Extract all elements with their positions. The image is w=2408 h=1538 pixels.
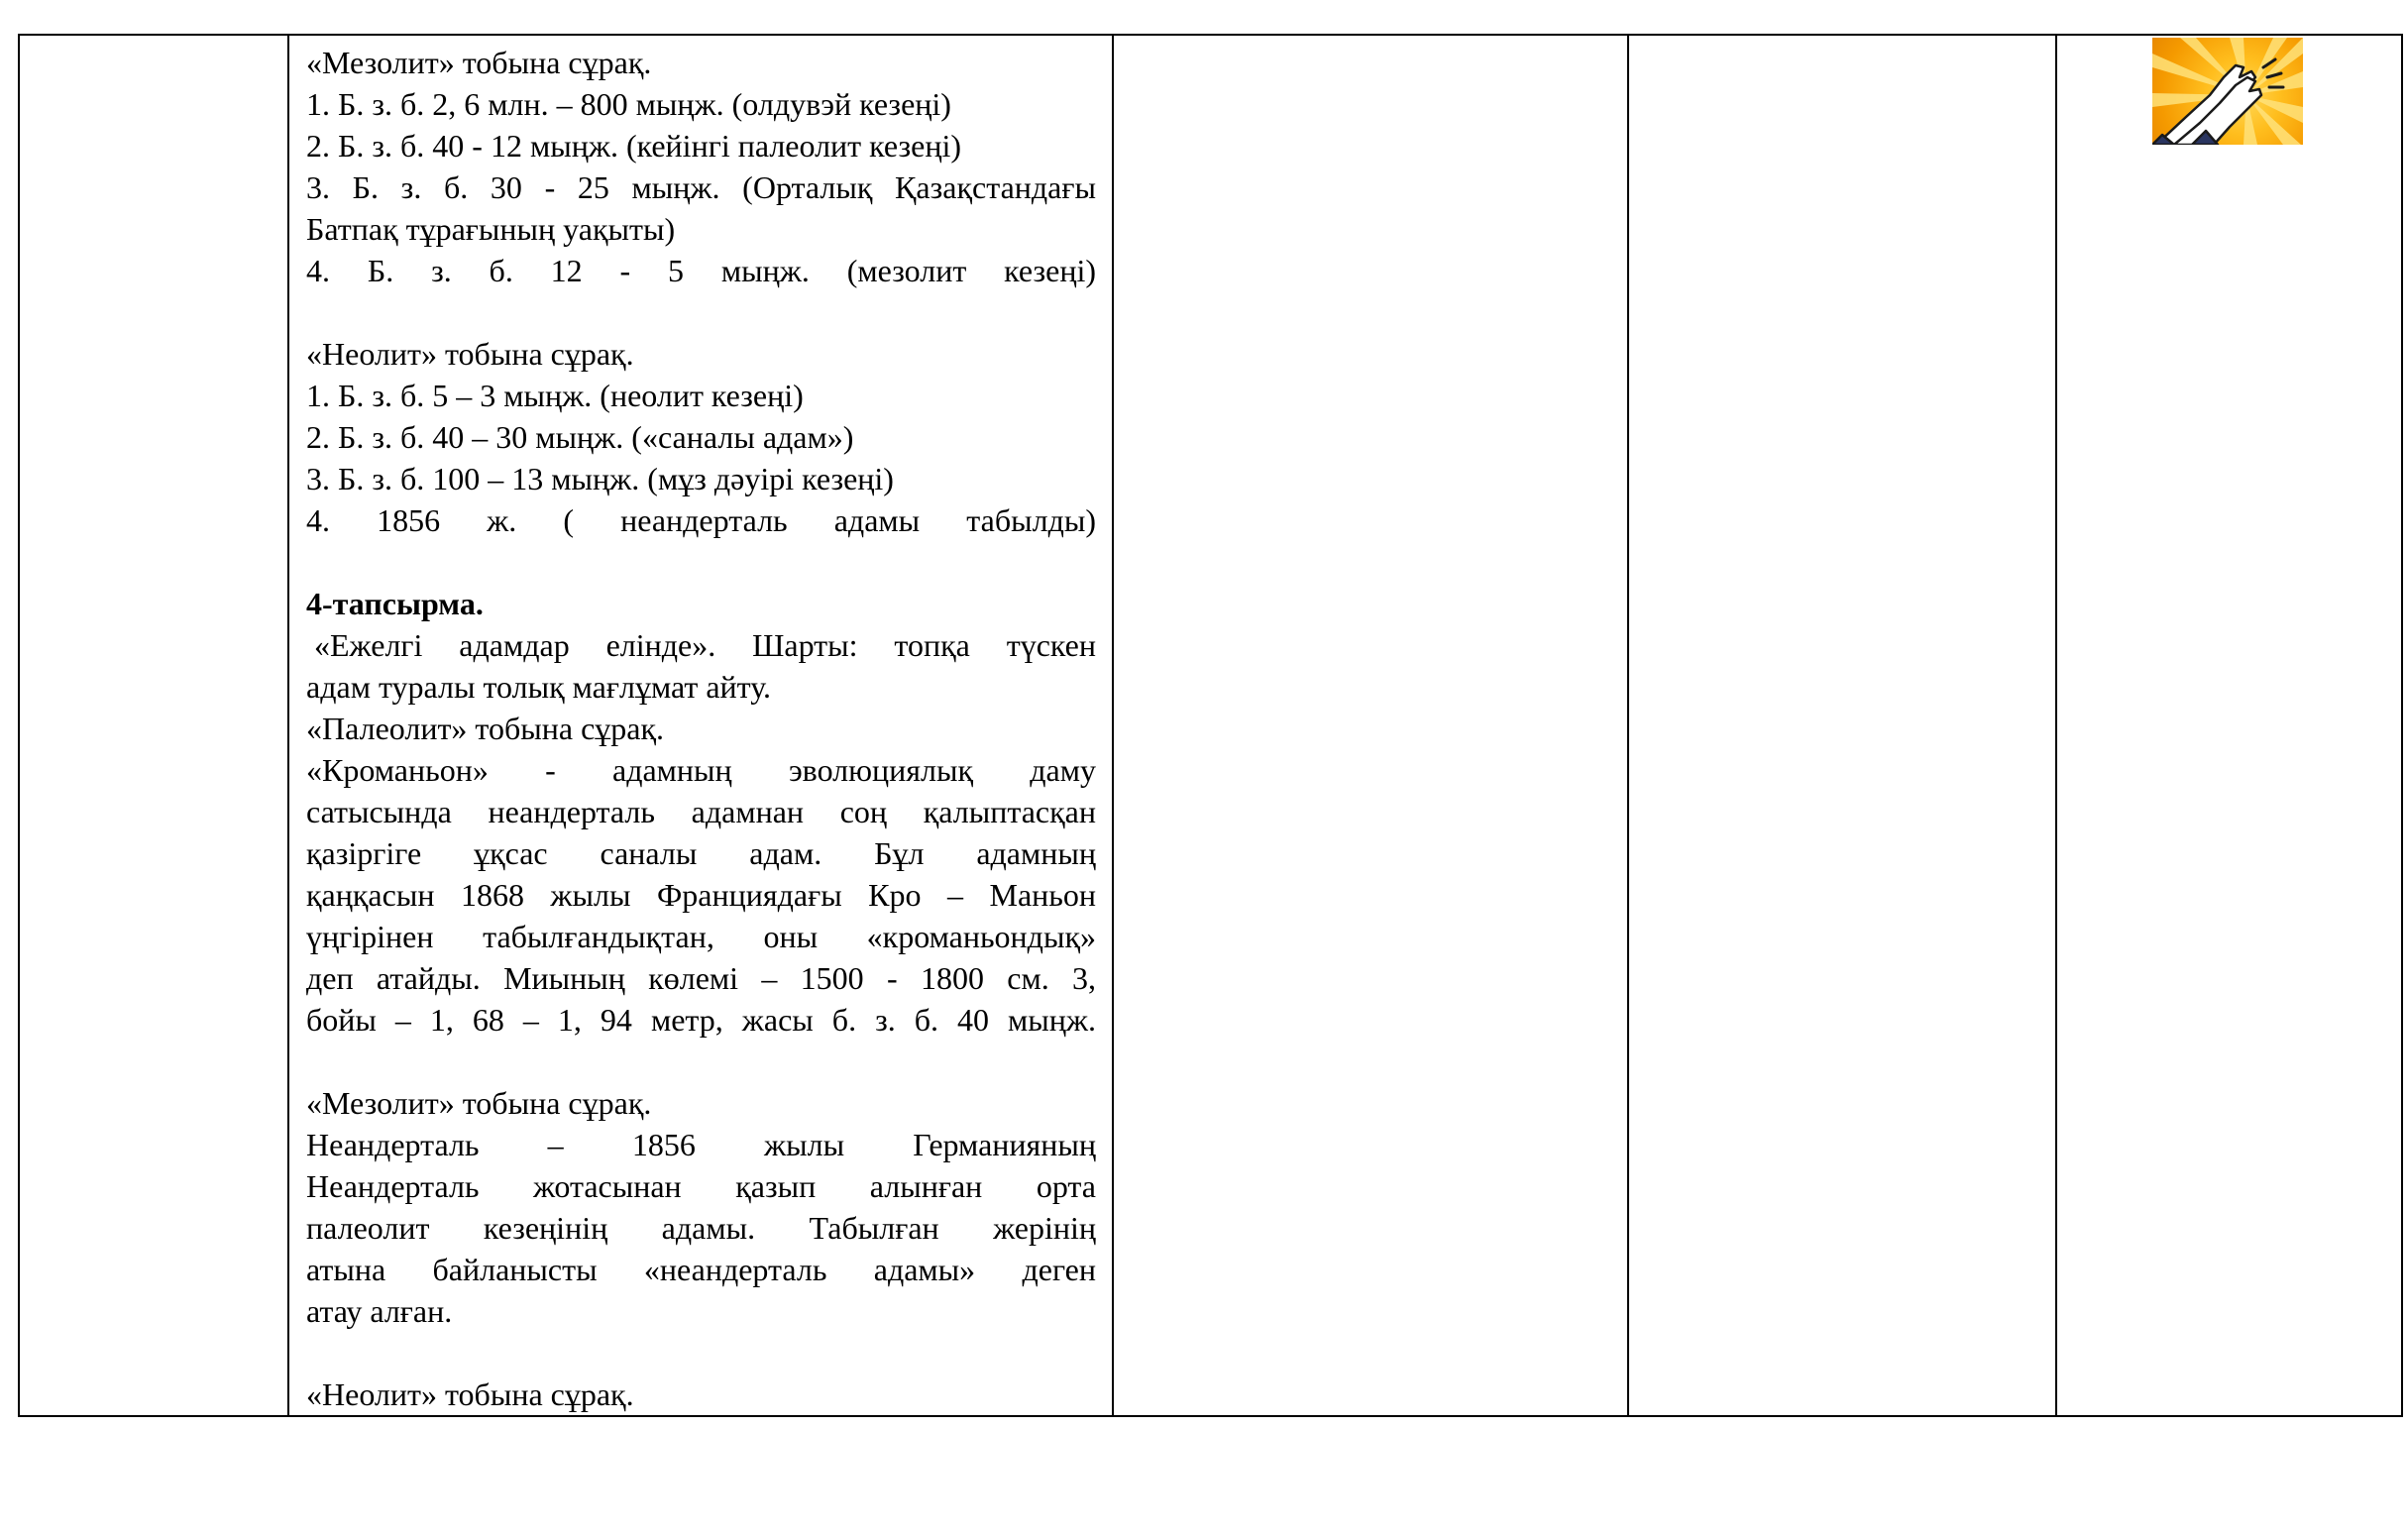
student-activity-cell: [1113, 35, 1628, 1416]
table-row: [19, 35, 2402, 1416]
text-line: қазіргіге ұқсас саналы адам. Бұл адамның: [306, 835, 1096, 871]
text-line: 2. Б. з. б. 40 - 12 мыңж. (кейінгі палеолит кезеңі): [306, 128, 961, 164]
lesson-plan-table: [18, 34, 2403, 1417]
text-line: Неандерталь жотасынан қазып алынған орта: [306, 1168, 1096, 1204]
text-line: Батпақ тұрағының уақыты): [306, 211, 676, 247]
text-line: «Неолит» тобына сұрақ.: [306, 336, 634, 372]
text-line: үңгірінен табылғандықтан, оны «кроманьондық»: [306, 919, 1096, 954]
text-line: «Ежелгі адамдар елінде». Шарты: топқа түскен: [314, 627, 1096, 663]
activity-text: [289, 36, 1112, 1415]
text-line: «Кроманьон» - адамның эволюциялық даму: [306, 752, 1096, 788]
text-line: адам туралы толық мағлұмат айту.: [306, 669, 772, 705]
text-line: Неандерталь – 1856 жылы Германияның: [306, 1127, 1096, 1162]
text-line: 2. Б. з. б. 40 – 30 мыңж. («саналы адам»): [306, 419, 854, 455]
text-line: «Мезолит» тобына сұрақ.: [306, 1085, 652, 1121]
blank-line: [306, 541, 1096, 583]
applause-hands-graphic: [2152, 38, 2303, 145]
blank-line: [306, 291, 1096, 333]
text-line: 1. Б. з. б. 2, 6 млн. – 800 мыңж. (олдувэй кезеңі): [306, 86, 951, 122]
blank-line: [306, 1041, 1096, 1082]
text-line: бойы – 1, 68 – 1, 94 метр, жасы б. з. б. 40 мыңж.: [306, 1002, 1096, 1038]
blank-line: [306, 1332, 1096, 1373]
text-line: «Мезолит» тобына сұрақ.: [306, 45, 652, 80]
text-line: «Неолит» тобына сұрақ.: [306, 1376, 634, 1412]
text-line: 4. Б. з. б. 12 - 5 мыңж. (мезолит кезеңі): [306, 253, 1096, 288]
text-line: қаңқасын 1868 жылы Франциядағы Кро – Маньон: [306, 877, 1096, 913]
resources-cell: [2056, 35, 2402, 1416]
text-line: 3. Б. з. б. 30 - 25 мыңж. (Орталық Қазақстандағы: [306, 169, 1096, 205]
stage-cell: [19, 35, 288, 1416]
text-line: 4. 1856 ж. ( неандерталь адамы табылды): [306, 502, 1096, 538]
applause-hands-icon: [2152, 38, 2303, 145]
text-line: атына байланысты «неандерталь адамы» деген: [306, 1252, 1096, 1287]
text-line: 1. Б. з. б. 5 – 3 мыңж. (неолит кезеңі): [306, 378, 804, 413]
text-line: сатысында неандерталь адамнан соң қалыптасқан: [306, 794, 1096, 829]
text-line: палеолит кезеңінің адамы. Табылған жерінің: [306, 1210, 1096, 1246]
text-line: «Палеолит» тобына сұрақ.: [306, 711, 665, 746]
text-line: 3. Б. з. б. 100 – 13 мыңж. (мұз дәуірі кезеңі): [306, 461, 894, 496]
assessment-cell: [1628, 35, 2056, 1416]
task-heading: 4-тапсырма.: [306, 586, 484, 621]
teacher-activity-cell: [288, 35, 1113, 1416]
text-line: деп атайды. Миының көлемі – 1500 - 1800 см. 3,: [306, 960, 1096, 996]
text-line: атау алған.: [306, 1293, 453, 1329]
